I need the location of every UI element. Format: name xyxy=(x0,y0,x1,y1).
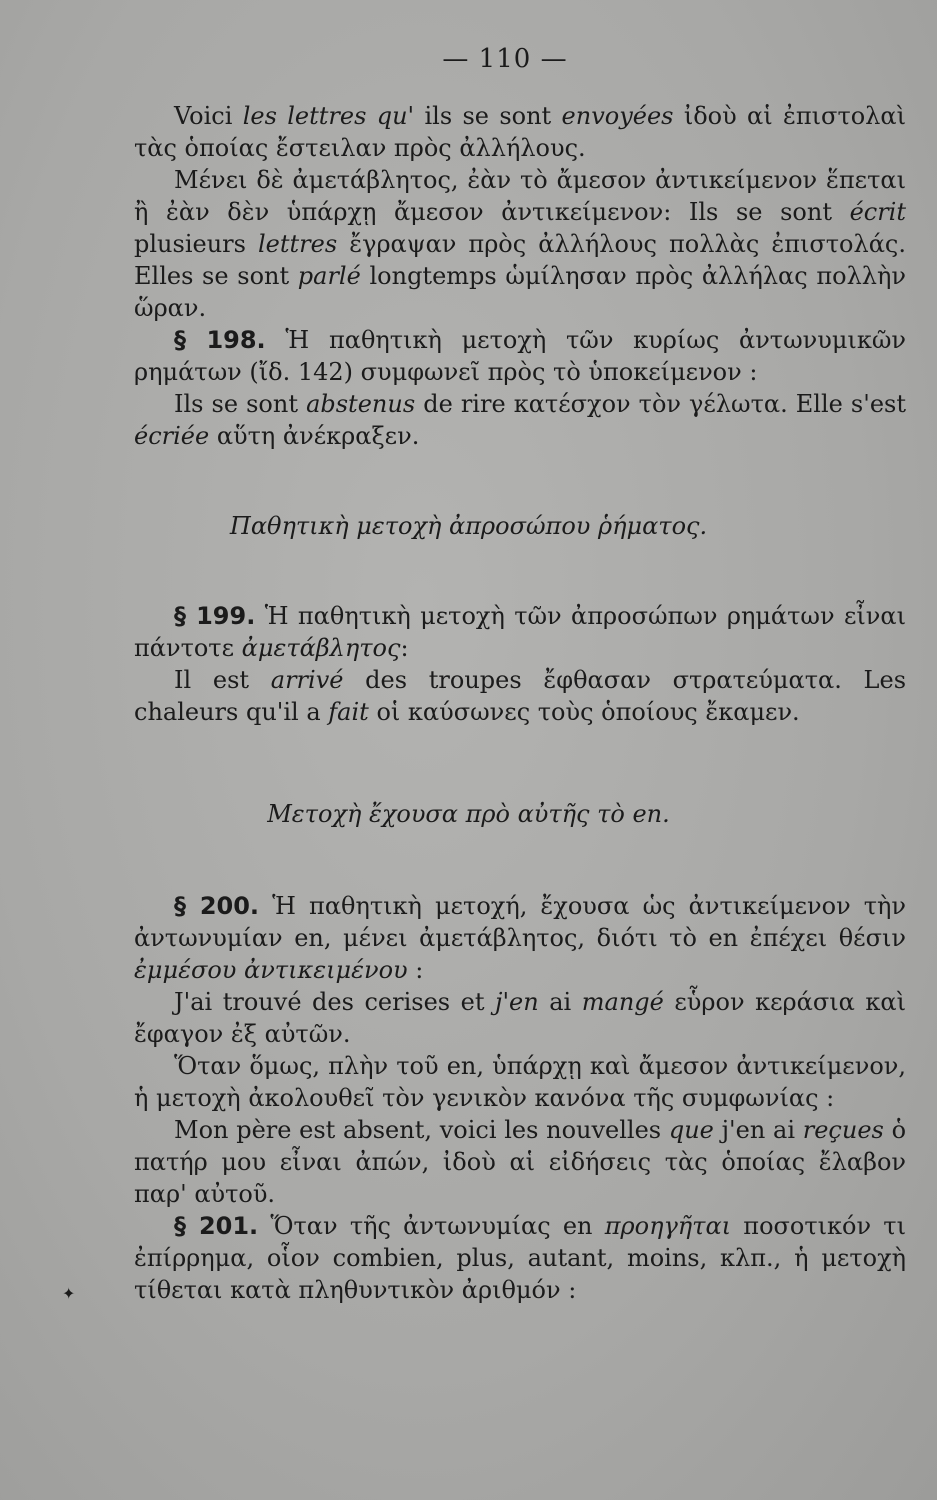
margin-mark-icon: ✦ xyxy=(62,1284,76,1303)
section-heading: Μετοχὴ ἔχουσα πρὸ αὐτῆς τὸ en. xyxy=(267,800,670,828)
section-number: § 201. xyxy=(174,1212,259,1240)
text-block-3 xyxy=(134,890,906,1306)
section-heading: Παθητικὴ μετοχὴ ἀπροσώπου ῥήματος. xyxy=(229,512,708,540)
paragraph: J'ai trouvé des cerises et j'en ai mangé εὗρον κεράσια καὶ ἔφαγον ἐξ αὐτῶν. xyxy=(134,988,906,1048)
paragraph: Ils se sont abstenus de rire κατέσχον τὸν γέλωτα. Elle s'est écriée αὕτη ἀνέκραξεν. xyxy=(134,390,906,450)
section-number: § 198. xyxy=(174,326,266,354)
section-paragraph: § 200. Ἡ παθητικὴ μετοχή, ἔχουσα ὡς ἀντικείμενον τὴν ἀντωνυμίαν en, μένει ἀμετάβλητος, διότι τὸ en ἐπέχει θέσιν ἐμμέσου ἀντικειμένου : xyxy=(134,892,906,984)
page-number: — 110 — xyxy=(442,44,568,74)
paragraph: Mon père est absent, voici les nouvelles que j'en ai reçues ὁ πατήρ μου εἶναι ἀπών, ἰδοὺ αἱ εἰδήσεις τὰς ὁποίας ἔλαβον παρ' αὐτοῦ. xyxy=(134,1116,907,1208)
paragraph: Μένει δὲ ἀμετάβλητος, ἐὰν τὸ ἄμεσον ἀντικείμενον ἕπεται ἢ ἐὰν δὲν ὑπάρχῃ ἄμεσον ἀντικείμενον: Ils se sont écrit plusieurs lettres ἔγραψαν πρὸς ἀλλήλους πολλὰς ἐπιστολάς. Elles se sont parlé longtemps ὡμίλησαν πρὸς ἀλλήλας πολλὴν ὥραν. xyxy=(134,166,906,322)
paragraph: Ὅταν ὅμως, πλὴν τοῦ en, ὑπάρχῃ καὶ ἄμεσον ἀντικείμενον, ἡ μετοχὴ ἀκολουθεῖ τὸν γενικὸν κανόνα τῆς συμφωνίας : xyxy=(134,1052,906,1112)
section-paragraph: § 199. Ἡ παθητικὴ μετοχὴ τῶν ἀπροσώπων ρημάτων εἶναι πάντοτε ἀμετάβλητος: xyxy=(134,602,906,662)
paragraph: Il est arrivé des troupes ἔφθασαν στρατεύματα. Les chaleurs qu'il a fait οἱ καύσωνες τοὺς ὁποίους ἔκαμεν. xyxy=(134,666,907,726)
section-number: § 200. xyxy=(174,892,260,920)
section-number: § 199. xyxy=(174,602,256,630)
section-paragraph: § 201. Ὅταν τῆς ἀντωνυμίας en προηγῆται ποσοτικόν τι ἐπίρρημα, οἷον combien, plus, autant, moins, κλπ., ἡ μετοχὴ τίθεται κατὰ πληθυντικὸν ἀριθμόν : xyxy=(134,1212,906,1304)
paragraph: Voici les lettres qu' ils se sont envoyées ἰδοὺ αἱ ἐπιστολαὶ τὰς ὁποίας ἔστειλαν πρὸς ἀλλήλους. xyxy=(134,102,906,162)
text-block-1 xyxy=(134,100,906,452)
text-block-2 xyxy=(134,600,906,728)
section-paragraph: § 198. Ἡ παθητικὴ μετοχὴ τῶν κυρίως ἀντωνυμικῶν ρημάτων (ἴδ. 142) συμφωνεῖ πρὸς τὸ ὑποκείμενον : xyxy=(134,326,906,386)
